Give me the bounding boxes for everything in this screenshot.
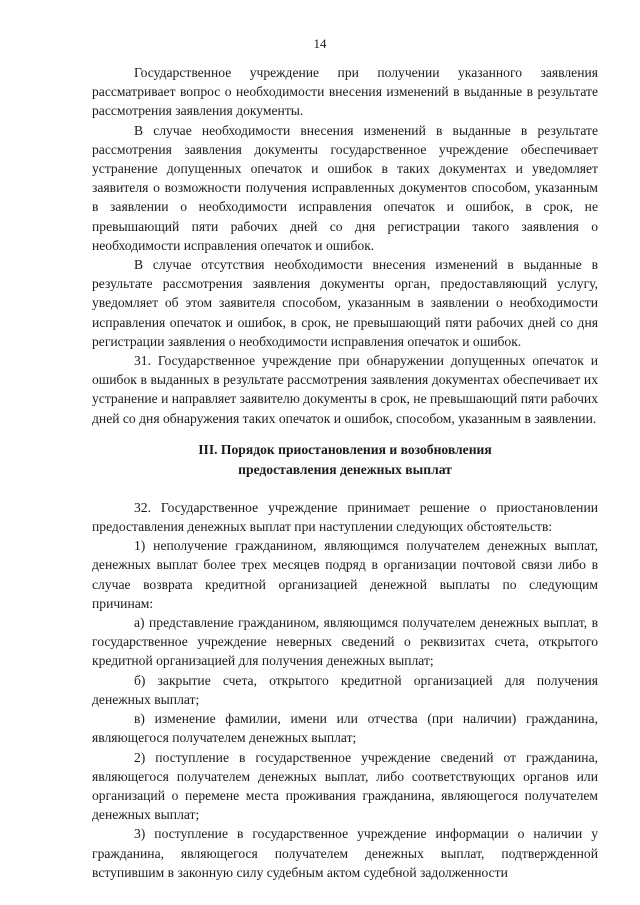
paragraph: В случае отсутствия необходимости внесения изменений в выданные в результате рассмотрения заявления документы орган, предоставляющий услугу, уведомляет об этом заявителя способом, указанным в заявлении о необходимости исправления опечаток и ошибок, в срок, не превышающий пяти рабочих дней со дня регистрации заявления о необходимости исправления опечаток и ошибок. (92, 257, 598, 349)
spacer (92, 491, 598, 498)
paragraph-item-31: 31. Государственное учреждение при обнаружении допущенных опечаток и ошибок в выданных в результате рассмотрения заявления документах обеспечивает их устранение и направляет заявителю документы в срок, не превышающий пяти рабочих дней со дня обнаружения таких опечаток и ошибок, способом, указанным в заявлении. (92, 353, 598, 426)
list-item: 3) поступление в государственное учреждение информации о наличии у гражданина, являющегося получателем денежных выплат, подтвержденной вступившим в законную силу судебным актом судебной задолженности (92, 826, 598, 880)
page-number: 14 (313, 36, 327, 51)
section-heading (92, 440, 598, 480)
list-subitem: б) закрытие счета, открытого кредитной организацией для получения денежных выплат; (92, 672, 598, 707)
document-body (92, 63, 598, 882)
paragraph: В случае необходимости внесения изменений в выданные в результате рассмотрения заявления документы государственное учреждение обеспечивает устранение допущенных опечаток и ошибок в таких документах и уведомляет заявителя о возможности получения исправленных документов способом, указанным в заявлении о необходимости исправления опечаток и ошибок, в срок, не превышающий пяти рабочих дней со дня регистрации такого заявления о необходимости исправления опечаток и ошибок. (92, 122, 598, 253)
section-heading-line-2: предоставления денежных выплат (238, 461, 452, 477)
paragraph: Государственное учреждение при получении указанного заявления рассматривает вопрос о необходимости внесения изменений в выданные в результате рассмотрения заявления документы. (92, 65, 598, 119)
list-subitem: а) представление гражданином, являющимся получателем денежных выплат, в государственное учреждение неверных сведений о реквизитах счета, открытого кредитной организацией для получения денежных выплат; (92, 615, 598, 669)
paragraph-item-32: 32. Государственное учреждение принимает решение о приостановлении предоставления денежных выплат при наступлении следующих обстоятельств: (92, 499, 598, 535)
list-item: 1) неполучение гражданином, являющимся получателем денежных выплат, денежных выплат более трех месяцев подряд в организации почтовой связи либо в случае возврата кредитной организацией денежной выплаты по следующим причинам: (92, 538, 598, 611)
list-item: 2) поступление в государственное учреждение сведений от гражданина, являющегося получателем денежных выплат, либо соответствующих органов или организаций о перемене места проживания гражданина, являющегося получателем денежных выплат; (92, 749, 598, 823)
section-heading-line-1: III. Порядок приостановления и возобновления (198, 441, 492, 457)
list-subitem: в) изменение фамилии, имени или отчества (при наличии) гражданина, являющегося получателем денежных выплат; (92, 711, 598, 746)
